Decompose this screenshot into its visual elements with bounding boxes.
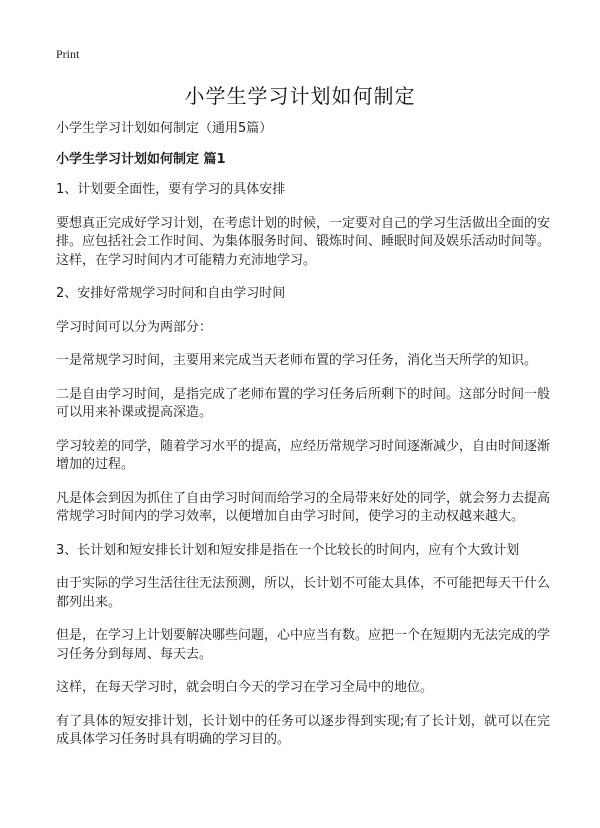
point-1-heading: 1、计划要全面性，要有学习的具体安排: [56, 182, 286, 197]
point-2-heading: 2、安排好常规学习时间和自由学习时间: [56, 286, 286, 301]
paragraph: 学习时间可以分为两部分：: [56, 319, 213, 335]
paragraph: 要想真正完成好学习计划，在考虑计划的时候，一定要对自己的学习生活做出全面的安排。应包括社会工作时间、为集体服务时间、锻炼时间、睡眠时间及娱乐活动时间等。这样，在学习时间内才可能精力充沛地学习。: [56, 215, 551, 268]
page-title: 小学生学习计划如何制定: [184, 84, 416, 108]
print-link[interactable]: Print: [56, 47, 80, 61]
paragraph: 学习较差的同学，随着学习水平的提高，应经历常规学习时间逐渐减少，自由时间逐渐增加的过程。: [56, 438, 551, 472]
paragraph: 有了具体的短安排计划，长计划中的任务可以逐步得到实现;有了长计划，就可以在完成具体学习任务时具有明确的学习目的。: [56, 713, 550, 747]
document-subtitle: 小学生学习计划如何制定（通用5篇）: [56, 121, 273, 136]
paragraph: 一是常规学习时间，主要用来完成当天老师布置的学习任务，消化当天所学的知识。: [56, 353, 538, 368]
paragraph: 由于实际的学习生活往往无法预测，所以，长计划不可能太具体，不可能把每天干什么都列出来。: [56, 576, 551, 610]
section-heading: 小学生学习计划如何制定 篇1: [56, 152, 226, 167]
paragraph: 凡是体会到因为抓住了自由学习时间而给学习的全局带来好处的同学，就会努力去提高常规学习时间内的学习效率，以便增加自由学习时间，使学习的主动权越来越大。: [56, 490, 551, 524]
paragraph: 二是自由学习时间，是指完成了老师布置的学习任务后所剩下的时间。这部分时间一般可以用来补课或提高深造。: [56, 386, 551, 420]
document-body: [56, 120, 550, 765]
paragraph: 这样，在每天学习时，就会明白今天的学习在学习全局中的地位。: [56, 680, 434, 695]
point-3-heading: 3、长计划和短安排长计划和短安排是指在一个比较长的时间内，应有个大致计划: [56, 542, 520, 558]
paragraph: 但是，在学习上计划要解决哪些问题，心中应当有数。应把一个在短期内无法完成的学习任务分到每周、每天去。: [56, 628, 551, 662]
